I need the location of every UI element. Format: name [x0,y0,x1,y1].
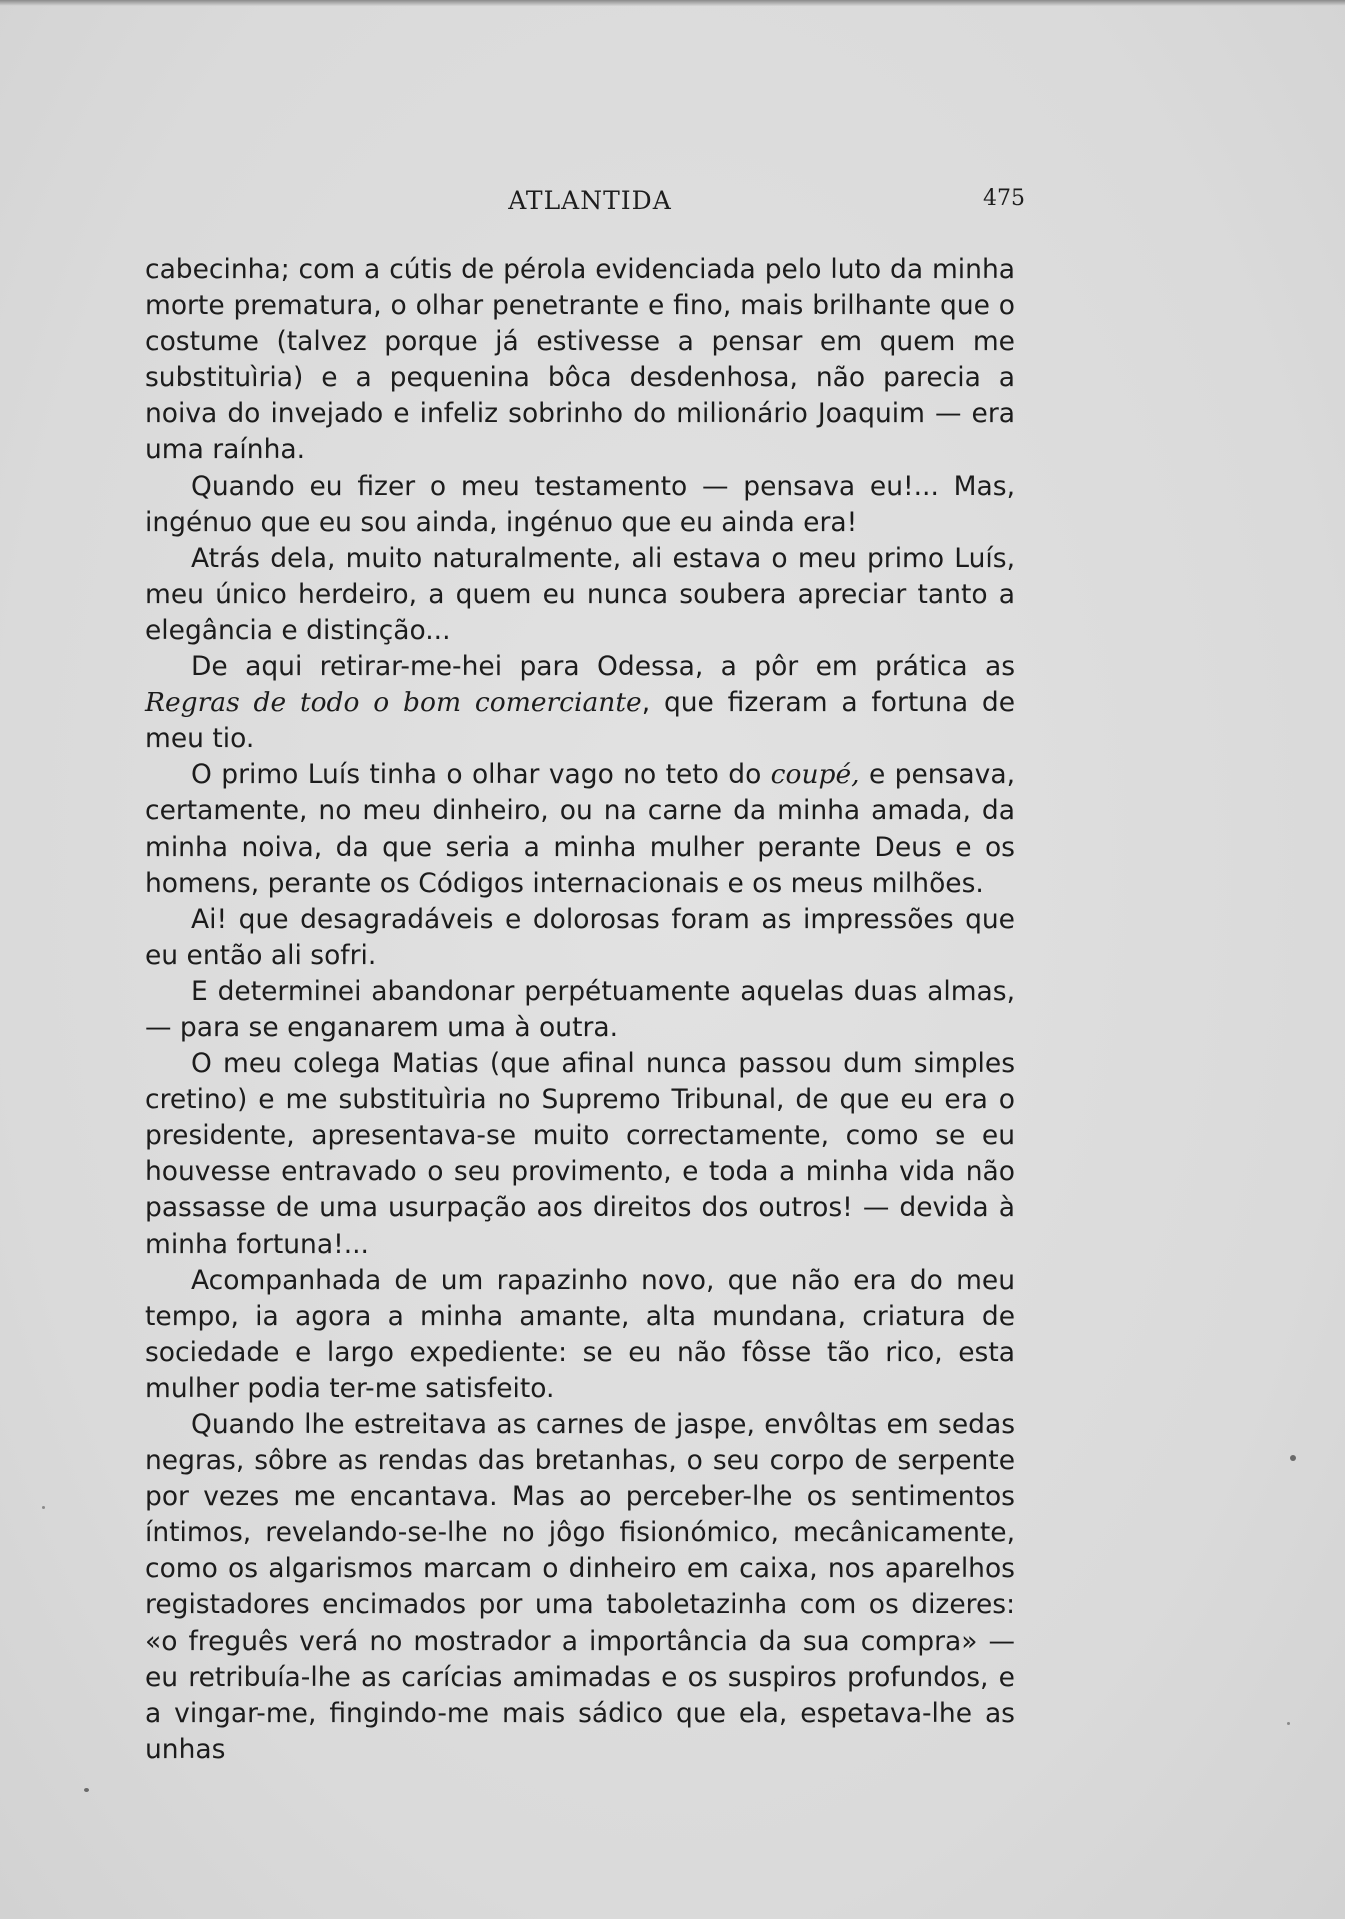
paragraph-text: , que fizeram a fortuna de meu tio. [145,687,1015,755]
body-text [145,252,1015,1768]
paragraph-text: Acompanhada de um rapazinho novo, que não era do meu tempo, ia agora a minha amante, alta mundana, criatura de sociedade e largo expediente: se eu não fôsse tão rico, esta mulher podia ter-me satisfeito. [145,1264,1015,1404]
paragraph-text: Quando lhe estreitava as carnes de jaspe, envôltas em sedas negras, sôbre as rendas das bretanhas, o seu corpo de serpente por vezes me encantava. Mas ao perceber-lhe os sentimentos íntimos, revelando-se-lhe no jôgo fisionómico, mecânicamente, como os algarismos marcam o dinheiro em caixa, nos aparelhos registadores encimados por uma taboletazinha com os dizeres: «o freguês verá no mostrador a importância da sua compra» — eu retribuía-lhe as carícias amimadas e os suspiros profundos, e a vingar-me, fingindo-me mais sádico que ela, espetava-lhe as unhas [145,1409,1015,1765]
paragraph-2 [145,469,1015,541]
paragraph-5 [145,757,1015,901]
paragraph-text: Quando eu fizer o meu testamento — pensava eu!... Mas, ingénuo que eu sou ainda, ingénuo que eu ainda era! [145,470,1015,538]
paragraph-1 [145,252,1015,469]
foreign-word-italic: coupé, [770,759,860,791]
paragraph-9 [145,1263,1015,1407]
paragraph-text: e pensava, certamente, no meu dinheiro, ou na carne da minha amada, da minha noiva, da que seria a minha mulher perante Deus e os homens, perante os Códigos internacionais e os meus milhões. [145,759,1015,899]
paper-speck [1290,1455,1296,1461]
paragraph-text: O meu colega Matias (que afinal nunca passou dum simples cretino) e me substituìria no Supremo Tribunal, de que eu era o presidente, apresentava-se muito correctamente, como se eu houvesse entravado o seu provimento, e toda a minha vida não passasse de uma usurpação aos direitos dos outros! — devida à minha fortuna!... [145,1048,1015,1260]
paragraph-text: Ai! que desagradáveis e dolorosas foram as impressões que eu então ali sofri. [145,903,1015,971]
page-number: 475 [983,186,1025,211]
paper-speck [84,1788,89,1792]
paragraph-text: O primo Luís tinha o olhar vago no teto do [191,759,771,791]
paragraph-text: De aqui retirar-me-hei para Odessa, a pôr em prática as [191,651,1015,683]
page-header [145,186,1035,226]
paper-speck [1287,1722,1290,1725]
paragraph-8 [145,1046,1015,1263]
paragraph-3 [145,541,1015,649]
paragraph-10 [145,1407,1015,1768]
paragraph-4 [145,649,1015,757]
paragraph-6 [145,902,1015,974]
page-top-edge [0,0,1345,6]
running-title: ATLANTIDA [508,186,672,215]
book-title-italic: Regras de todo o bom comerciante [145,687,642,719]
paragraph-text: Atrás dela, muito naturalmente, ali estava o meu primo Luís, meu único herdeiro, a quem eu nunca soubera apreciar tanto a elegância e distinção... [145,542,1015,646]
paragraph-text: cabecinha; com a cútis de pérola evidenciada pelo luto da minha morte prematura, o olhar penetrante e fino, mais brilhante que o costume (talvez porque já estivesse a pensar em quem me substituìria) e a pequenina bôca desdenhosa, não parecia a noiva do invejado e infeliz sobrinho do milionário Joaquim — era uma raínha. [145,254,1015,466]
paragraph-7 [145,974,1015,1046]
paragraph-text: E determinei abandonar perpétuamente aquelas duas almas,— para se enganarem uma à outra. [145,975,1015,1043]
paper-speck [42,1506,45,1509]
